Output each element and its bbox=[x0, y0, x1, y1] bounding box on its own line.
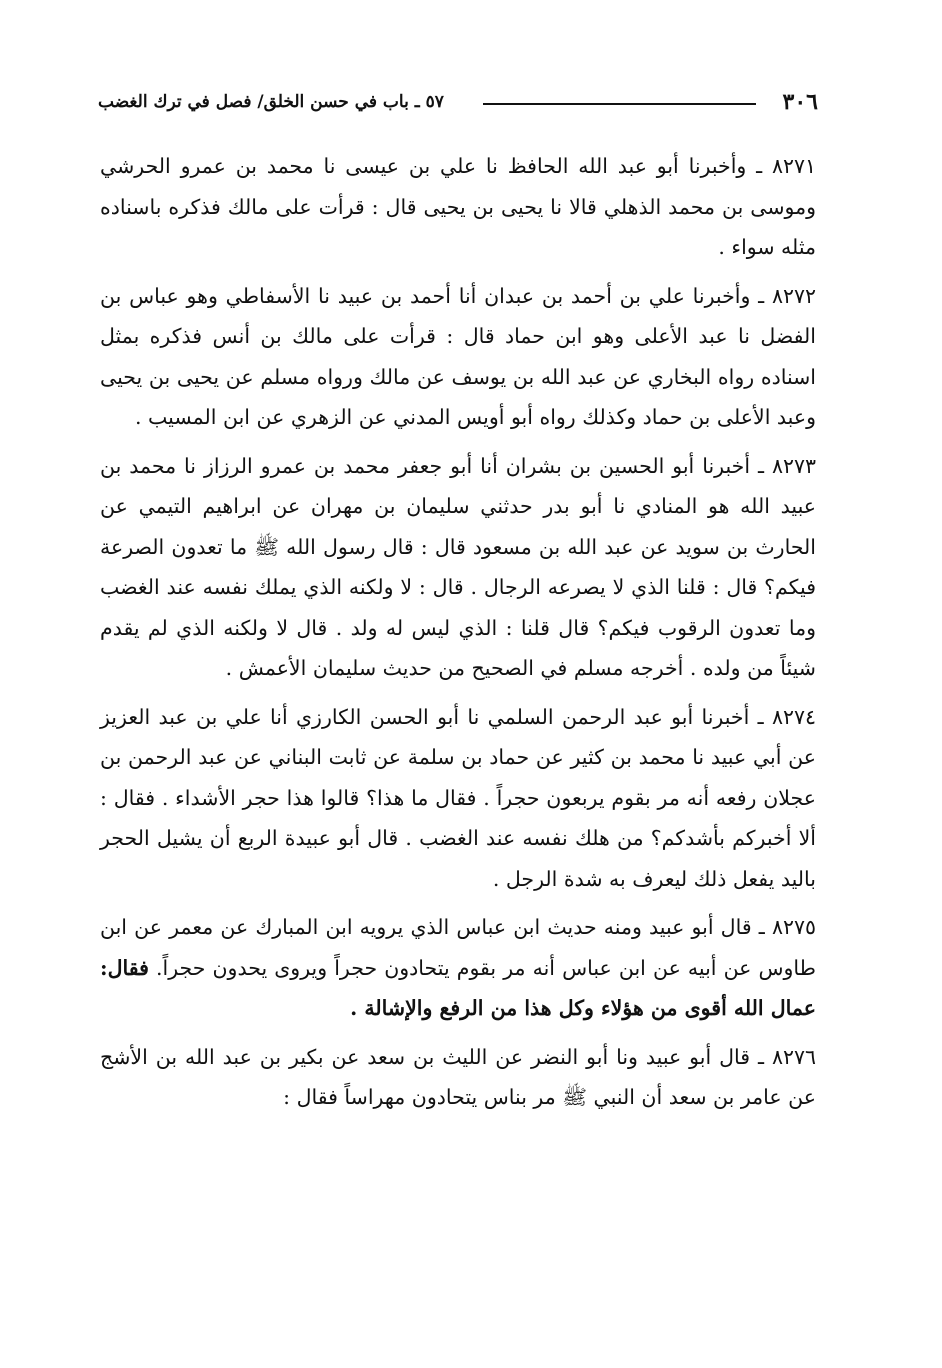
hadith-entry-8274 bbox=[100, 697, 816, 900]
hadith-entry-8272 bbox=[100, 276, 816, 438]
entry-text: ـ وأخبرنا أبو عبد الله الحافظ نا علي بن عيسى نا محمد بن عمرو الحرشي وموسى بن محمد الذهلي قالا نا يحيى بن يحيى قال : قرأت على مالك فذكره باسناده مثله سواء . bbox=[100, 154, 816, 259]
entry-number: ٨٢٧٥ bbox=[771, 915, 816, 939]
running-title: ٥٧ ـ باب في حسن الخلق/ فصل في ترك الغضب bbox=[98, 92, 444, 112]
entry-number: ٨٢٧٣ bbox=[771, 453, 816, 478]
entry-text: ـ أخبرنا أبو عبد الرحمن السلمي نا أبو الحسن الكارزي أنا علي بن عبد العزيز عن أبي عبيد نا محمد بن كثير عن حماد بن سلمة عن ثابت البناني عن عبد الرحمن بن عجلان رفعه أنه مر بقوم يربعون حجراً . فقال ما هذا؟ قالوا هذا حجر الأشداء . فقال : ألا أخبركم بأشدكم؟ من هلك نفسه عند الغضب . قال أبو عبيدة الربع أن يشيل الحجر باليد يفعل ذلك ليعرف به شدة الرجل . bbox=[100, 704, 816, 891]
entry-number: ٨٢٧١ bbox=[771, 154, 816, 178]
hadith-entry-8276 bbox=[100, 1037, 816, 1118]
entry-number: ٨٢٧٢ bbox=[771, 283, 816, 308]
hadith-entry-8273 bbox=[100, 446, 816, 689]
hadith-entry-8275 bbox=[100, 907, 816, 1029]
page-content bbox=[100, 146, 816, 1126]
page-number: ٣٠٦ bbox=[782, 89, 818, 115]
entry-text: ـ وأخبرنا علي بن أحمد بن عبدان أنا أحمد بن عبيد نا الأسفاطي وهو عباس بن الفضل نا عبد الأعلى وهو ابن حماد قال : قرأت على مالك بن أنس فذكره بمثل اسناده رواه البخاري عن عبد الله بن يوسف عن مالك ورواه مسلم عن يحيى بن يحيى وعبد الأعلى بن حماد وكذلك رواه أبو أويس المدني عن الزهري عن ابن المسيب . bbox=[100, 283, 816, 429]
header-rule bbox=[483, 103, 756, 105]
entry-number: ٨٢٧٦ bbox=[771, 1044, 816, 1069]
page-header bbox=[98, 88, 818, 118]
entry-number: ٨٢٧٤ bbox=[771, 704, 816, 729]
entry-text: ـ أخبرنا أبو الحسين بن بشران أنا أبو جعفر محمد بن عمرو الرزاز نا محمد بن عبيد الله هو المنادي نا أبو بدر حدثني سليمان بن مهران عن ابراهيم التيمي عن الحارث بن سويد عن عبد الله بن مسعود قال : قال رسول الله ﷺ ما تعدون الصرعة فيكم؟ قال : قلنا الذي لا يصرعه الرجال . قال : لا ولكنه الذي يملك نفسه عند الغضب وما تعدون الرقوب فيكم؟ قال قلنا : الذي ليس له ولد . قال لا ولكنه الذي لم يقدم شيئاً من ولده . أخرجه مسلم في الصحيح من حديث سليمان الأعمش . bbox=[100, 453, 816, 680]
entry-text: ـ قال أبو عبيد ومنه حديث ابن عباس الذي يرويه ابن المبارك عن معمر عن ابن طاوس عن أبيه عن ابن عباس أنه مر بقوم يتحادون حجراً ويروى يحدون حجراً. bbox=[100, 915, 816, 980]
entry-bold-tail: فقال: عمال الله أقوى من هؤلاء وكل هذا من الرفع والإشالة . bbox=[100, 955, 816, 1020]
hadith-entry-8271 bbox=[100, 146, 816, 268]
entry-text: ـ قال أبو عبيد ونا أبو النضر عن الليث بن سعد عن بكير بن عبد الله بن الأشج عن عامر بن سعد أن النبي ﷺ مر بناس يتحادون مهراساً فقال : bbox=[100, 1044, 816, 1109]
